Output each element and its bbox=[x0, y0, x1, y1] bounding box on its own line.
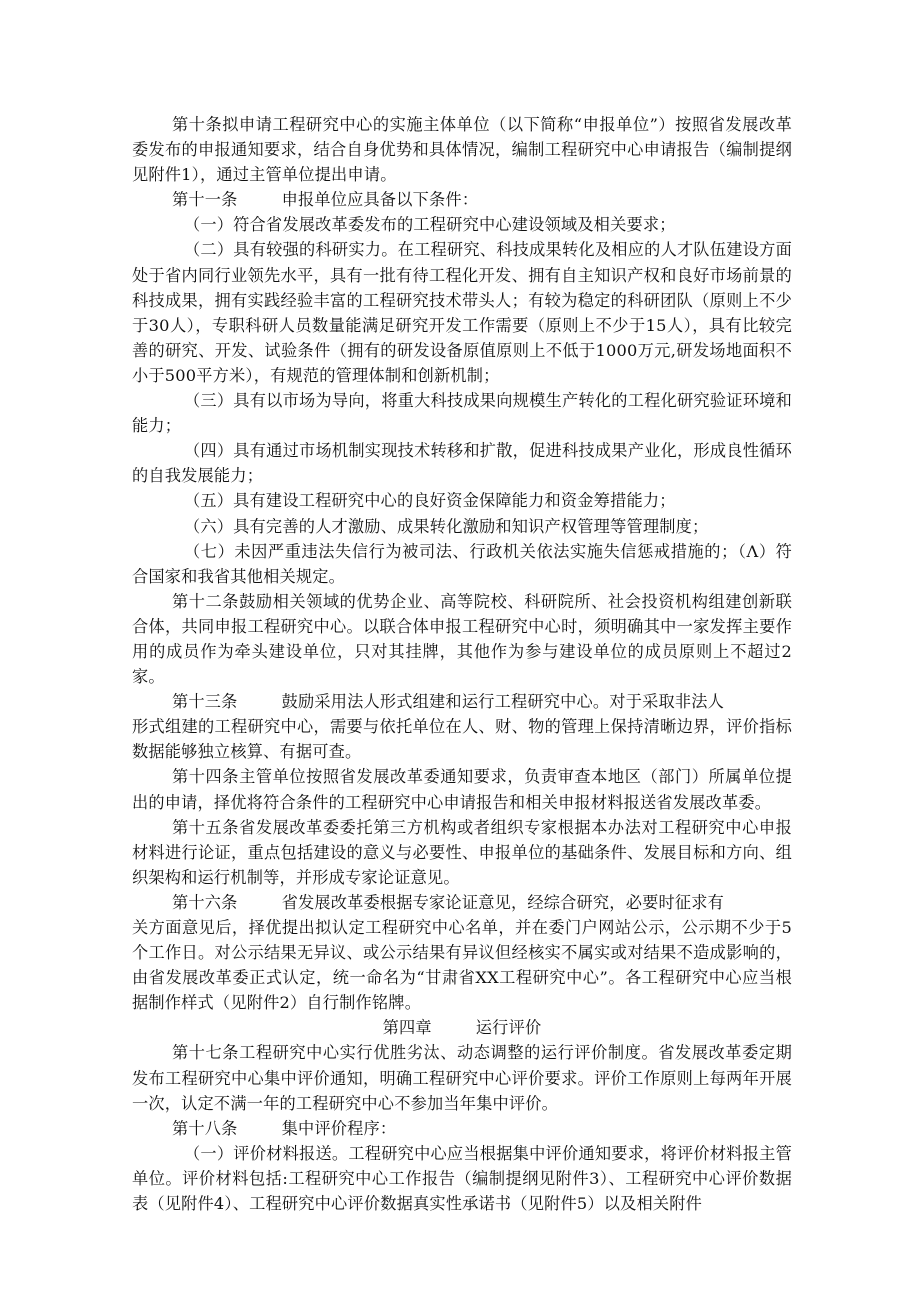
article-17: 第十七条工程研究中心实行优胜劣汰、动态调整的运行评价制度。省发展改革委定期发布工程研究中心集中评价通知，明确工程研究中心评价要求。评价工作原则上每两年开展一次，认定不满一年的工程研究中心不参加当年集中评价。 bbox=[132, 1043, 792, 1113]
article-16-first-line bbox=[132, 890, 792, 915]
article-18-text: 集中评价程序： bbox=[281, 1118, 397, 1138]
condition-item-2: （二）具有较强的科研实力。在工程研究、科技成果转化及相应的人才队伍建设方面处于省内同行业领先水平，具有一批有待工程化开发、拥有自主知识产权和良好市场前景的科技成果，拥有实践经验丰富的工程研究技术带头人；有较为稳定的科研团队（原则上不少于30人），专职科研人员数量能满足研究开发工作需要（原则上不少于15人），具有比较完善的研究、开发、试验条件（拥有的研发设备原值原则上不低于1000万元,研发场地面积不小于500平方米），有规范的管理体制和创新机制； bbox=[132, 240, 792, 385]
chapter-number: 第四章 bbox=[382, 1018, 432, 1038]
chapter-title: 运行评价 bbox=[475, 1018, 542, 1038]
condition-item-6: （六）具有完善的人才激励、成果转化激励和知识产权管理等管理制度； bbox=[184, 516, 709, 536]
article-18-heading: 第十八条 bbox=[172, 1118, 238, 1138]
article-16-continued: 关方面意见后，择优提出拟认定工程研究中心名单，并在委门户网站公示，公示期不少于5个工作日。对公示结果无异议、或公示结果有异议但经核实不属实或对结果不造成影响的，由省发展改革委正式认定，统一命名为“甘肃省XX工程研究中心”。各工程研究中心应当根据制作样式（见附件2）自行制作铭牌。 bbox=[132, 918, 792, 1013]
procedure-item-1: （一）评价材料报送。工程研究中心应当根据集中评价通知要求，将评价材料报主管单位。评价材料包括:工程研究中心工作报告（编制提纲见附件3）、工程研究中心评价数据表（见附件4）、工程研究中心评价数据真实性承诺书（见附件5）以及相关附件 bbox=[132, 1143, 792, 1214]
condition-item-1: （一）符合省发展改革委发布的工程研究中心建设领域及相关要求； bbox=[184, 215, 676, 235]
article-16-heading: 第十六条 bbox=[172, 892, 238, 912]
condition-item-5: （五）具有建设工程研究中心的良好资金保障能力和资金筹措能力； bbox=[184, 491, 676, 511]
article-11-heading: 第十一条 bbox=[172, 190, 238, 210]
article-13-text: 鼓励采用法人形式组建和运行工程研究中心。对于采取非法人 bbox=[281, 692, 725, 712]
article-11-text: 申报单位应具备以下条件： bbox=[281, 190, 479, 210]
condition-item-7: （七）未因严重违法失信行为被司法、行政机关依法实施失信惩戒措施的；（Λ）符合国家和我省其他相关规定。 bbox=[132, 541, 792, 586]
article-15: 第十五条省发展改革委委托第三方机构或者组织专家根据本办法对工程研究中心申报材料进行论证，重点包括建设的意义与必要性、申报单位的基础条件、发展目标和方向、组织架构和运行机制等，并形成专家论证意见。 bbox=[132, 817, 792, 887]
article-11 bbox=[132, 187, 792, 212]
condition-item-4: （四）具有通过市场机制实现技术转移和扩散，促进科技成果产业化，形成良性循环的自我发展能力； bbox=[132, 441, 792, 486]
article-16-text: 省发展改革委根据专家论证意见，经综合研究，必要时征求有 bbox=[281, 892, 725, 912]
article-14: 第十四条主管单位按照省发展改革委通知要求，负责审查本地区（部门）所属单位提出的申请，择优将符合条件的工程研究中心申请报告和相关申报材料报送省发展改革委。 bbox=[132, 767, 792, 812]
article-13-first-line bbox=[132, 689, 792, 714]
article-10: 第十条拟申请工程研究中心的实施主体单位（以下简称“申报单位”）按照省发展改革委发布的申报通知要求，结合自身优势和具体情况，编制工程研究中心申请报告（编制提纲见附件1），通过主管单位提出申请。 bbox=[132, 115, 792, 185]
document-body bbox=[132, 112, 792, 1216]
article-18 bbox=[132, 1116, 792, 1141]
article-13-continued: 形式组建的工程研究中心，需要与依托单位在人、财、物的管理上保持清晰边界，评价指标数据能够独立核算、有据可查。 bbox=[132, 717, 792, 762]
article-13-heading: 第十三条 bbox=[172, 692, 238, 712]
chapter-heading bbox=[132, 1015, 792, 1040]
article-12: 第十二条鼓励相关领域的优势企业、高等院校、科研院所、社会投资机构组建创新联合体，共同申报工程研究中心。以联合体申报工程研究中心时，须明确其中一家发挥主要作用的成员作为牵头建设单位，只对其挂牌，其他作为参与建设单位的成员原则上不超过2家。 bbox=[132, 591, 792, 687]
condition-item-3: （三）具有以市场为导向，将重大科技成果向规模生产转化的工程化研究验证环境和能力； bbox=[132, 391, 792, 436]
